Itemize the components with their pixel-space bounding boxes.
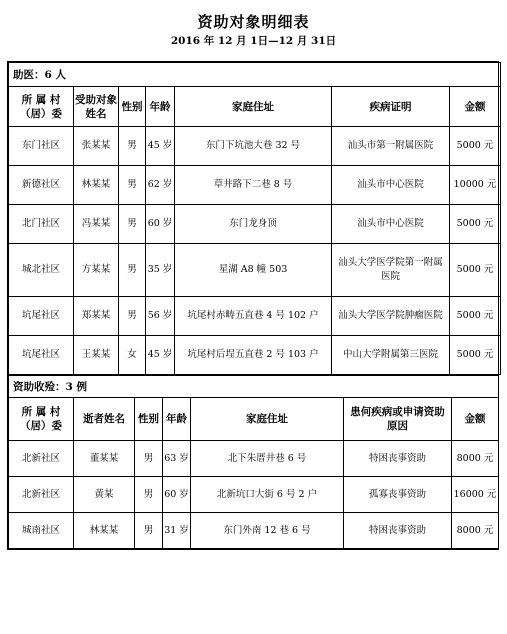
cell-name: 郑某某 xyxy=(74,297,119,336)
detail-table xyxy=(7,61,499,550)
cell-age: 56 岁 xyxy=(146,297,175,336)
date-range: 2016 年 12 月 1日—12 月 31日 xyxy=(170,35,337,47)
header-age: 年龄 xyxy=(146,87,175,127)
funeral-aid-table xyxy=(8,375,499,549)
table-row xyxy=(9,297,501,336)
cell-age: 62 岁 xyxy=(146,166,175,205)
table-row xyxy=(9,441,499,477)
cell-reason: 特困丧事资助 xyxy=(344,441,452,477)
cell-diagnosis: 汕头市第一附属医院 xyxy=(332,127,450,166)
cell-address: 北下朱厝井巷 6 号 xyxy=(191,441,344,477)
section-label-medical: 助医：6 人 xyxy=(9,63,501,87)
header-community: 所 属 村（居）委 xyxy=(9,398,74,441)
cell-gender: 男 xyxy=(135,477,163,513)
cell-community: 北新社区 xyxy=(9,441,74,477)
header-community: 所 属 村（居）委 xyxy=(9,87,74,127)
table-row xyxy=(9,127,501,166)
header-address: 家庭住址 xyxy=(175,87,332,127)
header-gender: 性别 xyxy=(135,398,163,441)
cell-address: 坑尾村赤畴五直巷 4 号 102 户 xyxy=(175,297,332,336)
cell-amount: 5000 元 xyxy=(450,336,501,375)
cell-name: 冯某某 xyxy=(74,205,119,244)
header-diagnosis: 疾病证明 xyxy=(332,87,450,127)
cell-age: 60 岁 xyxy=(163,477,191,513)
table-row xyxy=(9,336,501,375)
cell-diagnosis: 汕头大学医学院肿瘤医院 xyxy=(332,297,450,336)
cell-address: 北新坑口大街 6 号 2 户 xyxy=(191,477,344,513)
table-header-row xyxy=(9,87,501,127)
cell-gender: 男 xyxy=(119,244,146,297)
cell-gender: 男 xyxy=(135,441,163,477)
table-row xyxy=(9,166,501,205)
cell-address: 坑尾村后埕五直巷 2 号 103 户 xyxy=(175,336,332,375)
cell-address: 东门下坑池大巷 32 号 xyxy=(175,127,332,166)
cell-community: 坑尾社区 xyxy=(9,336,74,375)
header-age: 年龄 xyxy=(163,398,191,441)
cell-address: 东门外南 12 巷 6 号 xyxy=(191,513,344,549)
cell-amount: 5000 元 xyxy=(450,127,501,166)
cell-community: 坑尾社区 xyxy=(9,297,74,336)
section-label-funeral: 资助收殓：3 例 xyxy=(9,376,499,398)
cell-name: 林某某 xyxy=(74,513,135,549)
header-name: 受助对象姓名 xyxy=(74,87,119,127)
cell-gender: 男 xyxy=(119,166,146,205)
cell-amount: 10000 元 xyxy=(450,166,501,205)
header-reason: 患何疾病或申请资助原因 xyxy=(344,398,452,441)
cell-gender: 女 xyxy=(119,336,146,375)
cell-community: 城北社区 xyxy=(9,244,74,297)
cell-amount: 5000 元 xyxy=(450,297,501,336)
table-row xyxy=(9,244,501,297)
table-row xyxy=(9,205,501,244)
header-deceased-name: 逝者姓名 xyxy=(74,398,135,441)
cell-age: 60 岁 xyxy=(146,205,175,244)
cell-name: 张某某 xyxy=(74,127,119,166)
cell-gender: 男 xyxy=(119,297,146,336)
cell-amount: 8000 元 xyxy=(452,513,499,549)
cell-name: 黄某 xyxy=(74,477,135,513)
cell-amount: 8000 元 xyxy=(452,441,499,477)
cell-amount: 16000 元 xyxy=(452,477,499,513)
cell-amount: 5000 元 xyxy=(450,244,501,297)
cell-age: 45 岁 xyxy=(146,127,175,166)
cell-name: 董某某 xyxy=(74,441,135,477)
cell-community: 东门社区 xyxy=(9,127,74,166)
cell-community: 北新社区 xyxy=(9,477,74,513)
header-amount: 金额 xyxy=(450,87,501,127)
cell-reason: 特困丧事资助 xyxy=(344,513,452,549)
medical-aid-table xyxy=(8,62,501,375)
header-gender: 性别 xyxy=(119,87,146,127)
header-address: 家庭住址 xyxy=(191,398,344,441)
table-row xyxy=(9,477,499,513)
cell-community: 新德社区 xyxy=(9,166,74,205)
cell-age: 31 岁 xyxy=(163,513,191,549)
cell-name: 方某某 xyxy=(74,244,119,297)
cell-diagnosis: 中山大学附属第三医院 xyxy=(332,336,450,375)
cell-age: 35 岁 xyxy=(146,244,175,297)
cell-name: 王某某 xyxy=(74,336,119,375)
cell-reason: 孤寡丧事资助 xyxy=(344,477,452,513)
cell-community: 城南社区 xyxy=(9,513,74,549)
table-header-row xyxy=(9,398,499,441)
cell-diagnosis: 汕头市中心医院 xyxy=(332,166,450,205)
cell-community: 北门社区 xyxy=(9,205,74,244)
cell-diagnosis: 汕头大学医学院第一附属医院 xyxy=(332,244,450,297)
page-title: 资助对象明细表 xyxy=(197,13,310,31)
cell-address: 星湖 A8 幢 503 xyxy=(175,244,332,297)
table-row xyxy=(9,513,499,549)
cell-address: 东门龙身顶 xyxy=(175,205,332,244)
cell-gender: 男 xyxy=(119,127,146,166)
cell-age: 45 岁 xyxy=(146,336,175,375)
cell-gender: 男 xyxy=(135,513,163,549)
cell-gender: 男 xyxy=(119,205,146,244)
cell-diagnosis: 汕头市中心医院 xyxy=(332,205,450,244)
cell-age: 63 岁 xyxy=(163,441,191,477)
header-amount: 金额 xyxy=(452,398,499,441)
cell-name: 林某某 xyxy=(74,166,119,205)
cell-address: 草井路下二巷 8 号 xyxy=(175,166,332,205)
cell-amount: 5000 元 xyxy=(450,205,501,244)
